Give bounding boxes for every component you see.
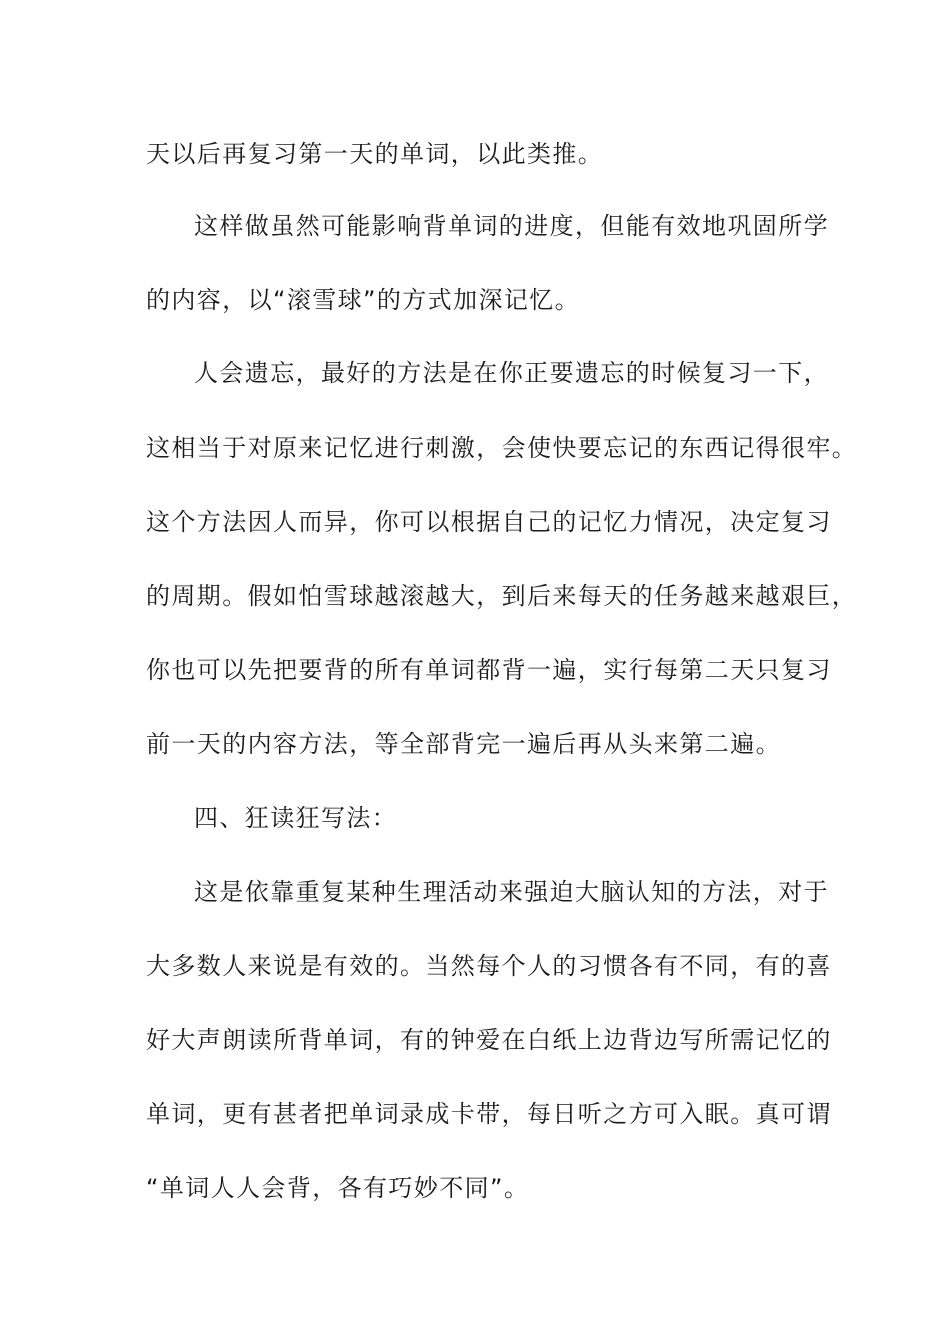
text-line: 天以后再复习第一天的单词，以此类推。 [146,140,604,168]
text-line: 前一天的内容方法，等全部背完一遍后再从头来第二遍。 [146,730,781,758]
paragraph-start-line: 这样做虽然可能影响背单词的进度，但能有效地巩固所学 [194,212,829,240]
paragraph-start-line: 人会遗忘，最好的方法是在你正要遗忘的时候复习一下， [194,359,829,387]
text-line: 的周期。假如怕雪球越滚越大，到后来每天的任务越来越艰巨， [146,582,858,610]
text-line: 单词，更有甚者把单词录成卡带，每日听之方可入眠。真可谓 [146,1100,832,1128]
text-line: 的内容，以“滚雪球”的方式加深记忆。 [146,286,581,314]
text-line: 你也可以先把要背的所有单词都背一遍，实行每第二天只复习 [146,656,832,684]
text-line: 大多数人来说是有效的。当然每个人的习惯各有不同，有的喜 [146,952,832,980]
section-heading: 四、狂读狂写法： [194,804,398,832]
text-line: 这个方法因人而异，你可以根据自己的记忆力情况，决定复习 [146,508,832,536]
text-line: 这相当于对原来记忆进行刺激，会使快要忘记的东西记得很牢。 [146,434,858,462]
text-line: 好大声朗读所背单词，有的钟爱在白纸上边背边写所需记忆的 [146,1026,832,1054]
paragraph-start-line: 这是依靠重复某种生理活动来强迫大脑认知的方法，对于 [194,878,829,906]
text-line: “单词人人会背，各有巧妙不同”。 [146,1174,530,1202]
